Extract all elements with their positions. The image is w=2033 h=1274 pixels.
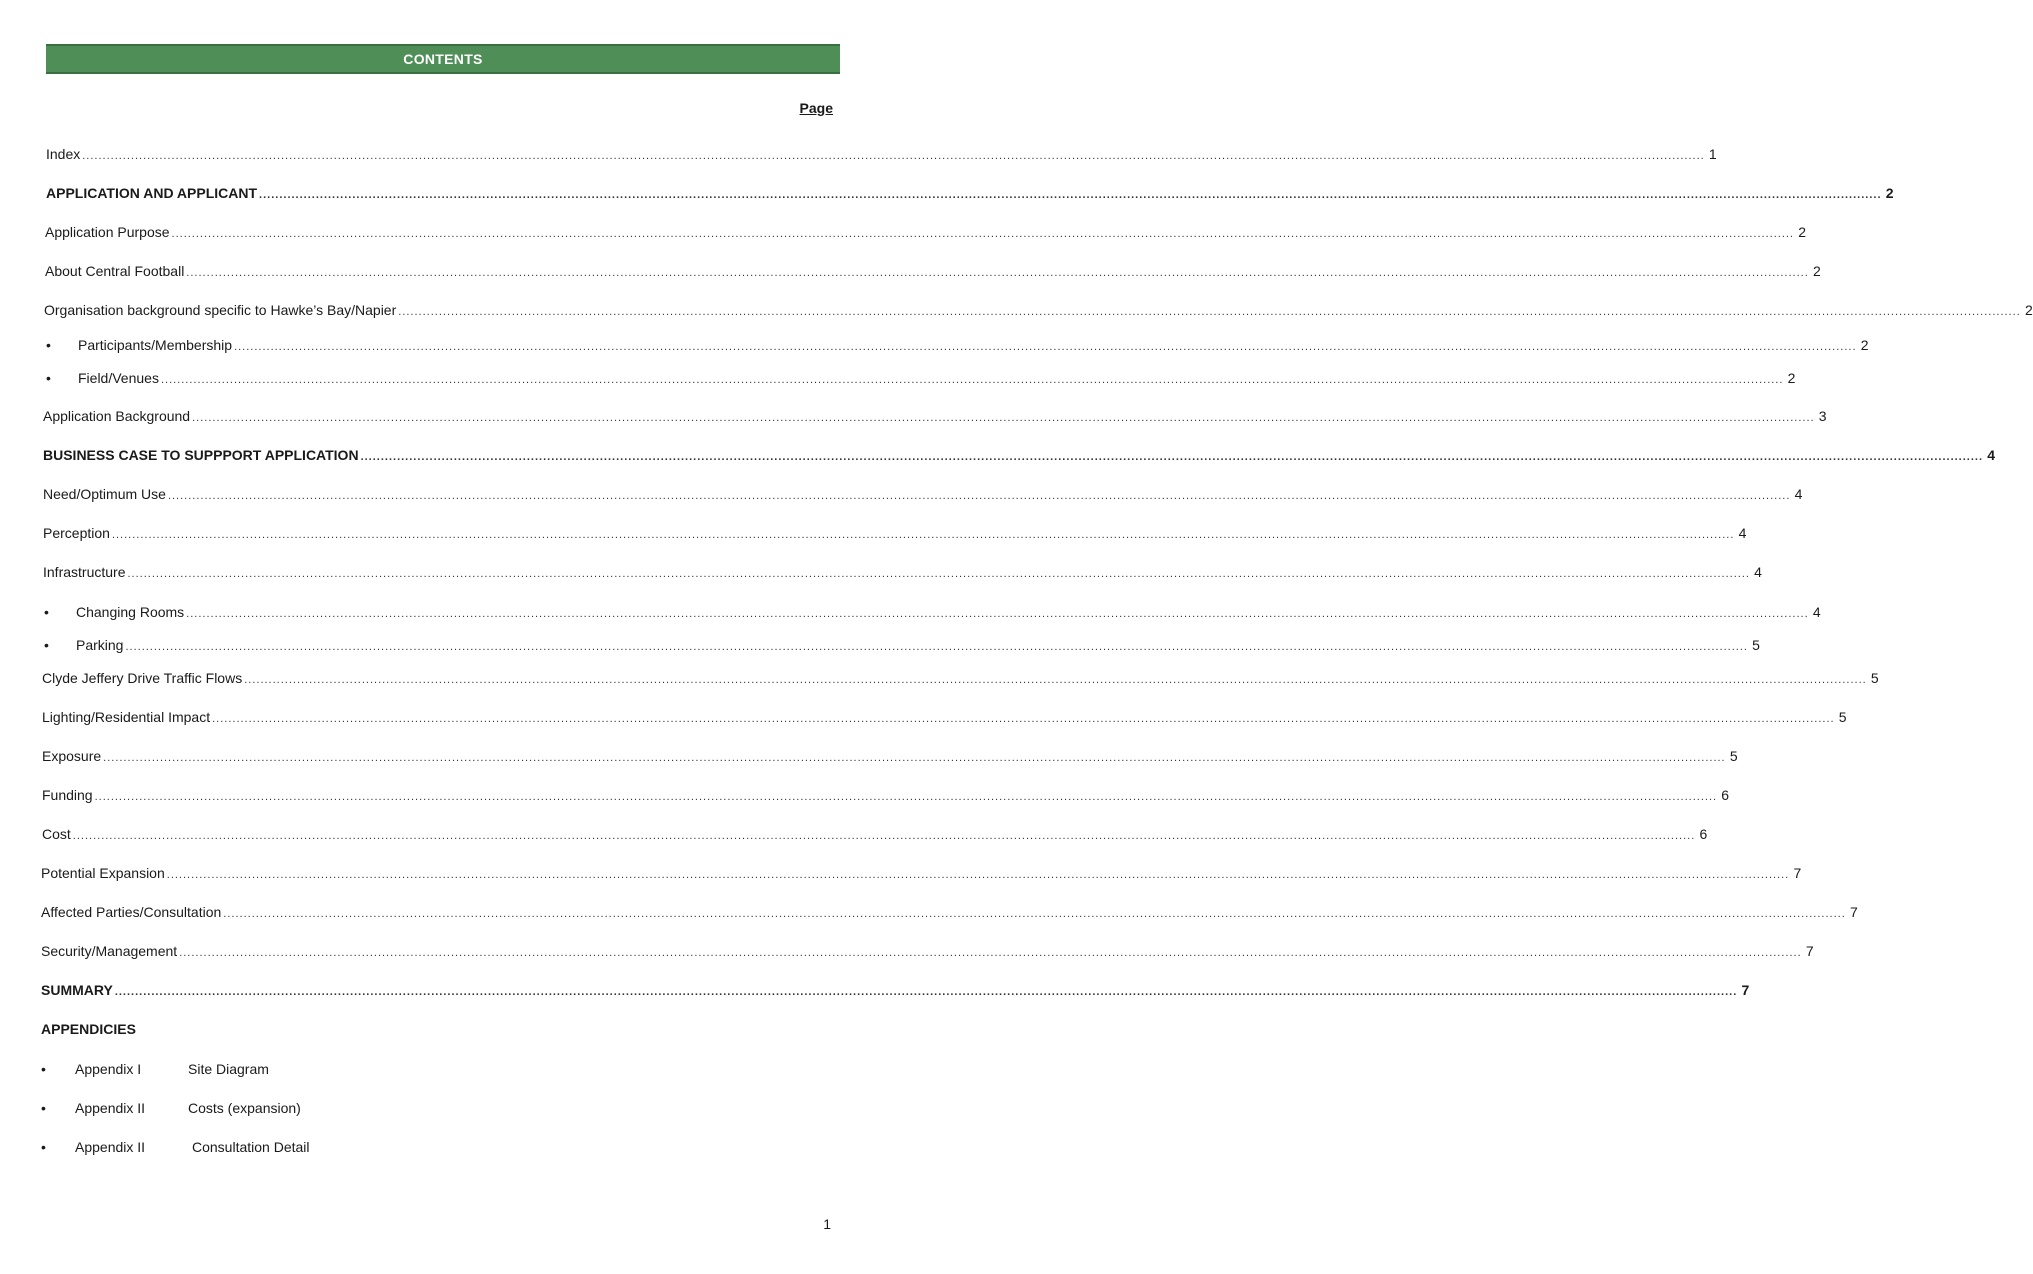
toc-entry-page: 5: [1838, 709, 1847, 725]
toc-entry-label: Organisation background specific to Hawke’s Bay/Napier: [44, 302, 397, 318]
appendix-label: Appendix II: [75, 1100, 146, 1116]
toc-entry[interactable]: [42, 786, 1730, 804]
appendix-title[interactable]: Site Diagram: [188, 1061, 269, 1077]
toc-leader-dots: ................................................................................................................................................................................................................................................................................................................................................................................................................: [82, 150, 1705, 162]
toc-leader-dots: ................................................................................................................................................................................................................................................................................................................................................................................................................: [234, 341, 1857, 353]
toc-entry-label: Exposure: [42, 748, 102, 764]
toc-entry-page: 7: [1805, 943, 1814, 959]
toc-leader-dots: ................................................................................................................................................................................................................................................................................................................................................................................................................: [72, 830, 1696, 842]
toc-leader-dots: ................................................................................................................................................................................................................................................................................................................................................................................................................: [167, 490, 1791, 502]
toc-entry-page: 6: [1721, 787, 1730, 803]
toc-leader-dots: ................................................................................................................................................................................................................................................................................................................................................................................................................: [111, 529, 1735, 541]
toc-entry-label: Cost: [42, 826, 71, 842]
toc-entry-label: Need/Optimum Use: [43, 486, 166, 502]
appendix-title[interactable]: Costs (expansion): [188, 1100, 301, 1116]
toc-entry-label: Parking: [76, 637, 124, 653]
toc-leader-dots: ................................................................................................................................................................................................................................................................................................................................................................................................................: [114, 986, 1738, 998]
toc-leader-dots: ................................................................................................................................................................................................................................................................................................................................................................................................................: [223, 908, 1846, 920]
toc-entry-label: APPLICATION AND APPLICANT: [46, 185, 258, 201]
toc-entry-label: About Central Football: [45, 263, 185, 279]
toc-leader-dots: ................................................................................................................................................................................................................................................................................................................................................................................................................: [212, 713, 1835, 725]
toc-leader-dots: ................................................................................................................................................................................................................................................................................................................................................................................................................: [244, 674, 1867, 686]
bullet-icon: •: [46, 337, 51, 353]
toc-entry-label: Security/Management: [41, 943, 178, 959]
toc-entry-label: SUMMARY: [41, 982, 113, 998]
appendix-label: Appendix II: [75, 1139, 146, 1155]
toc-entry-page: 4: [1987, 447, 1996, 463]
toc-entry-page: 2: [1812, 263, 1821, 279]
toc-leader-dots: ................................................................................................................................................................................................................................................................................................................................................................................................................: [259, 189, 1882, 201]
bullet-icon: •: [44, 637, 49, 653]
toc-leader-dots: ................................................................................................................................................................................................................................................................................................................................................................................................................: [179, 947, 1802, 959]
toc-entry[interactable]: [78, 336, 1869, 354]
toc-entry[interactable]: [42, 708, 1847, 726]
toc-entry[interactable]: [45, 262, 1821, 280]
toc-entry-page: 2: [1885, 185, 1894, 201]
toc-entry[interactable]: [41, 903, 1858, 921]
bullet-icon: •: [41, 1139, 46, 1155]
bullet-icon: •: [44, 604, 49, 620]
toc-leader-dots: ................................................................................................................................................................................................................................................................................................................................................................................................................: [186, 608, 1809, 620]
toc-entry-label: Participants/Membership: [78, 337, 233, 353]
toc-entry-page: 2: [1798, 224, 1806, 240]
toc-entry-page: 1: [1708, 146, 1717, 162]
toc-leader-dots: ................................................................................................................................................................................................................................................................................................................................................................................................................: [398, 306, 2021, 318]
toc-entry[interactable]: [46, 145, 1717, 163]
toc-entry-page: 7: [1849, 904, 1858, 920]
toc-entry-label: Potential Expansion: [41, 865, 165, 881]
toc-entry-page: 4: [1794, 486, 1803, 502]
toc-leader-dots: ................................................................................................................................................................................................................................................................................................................................................................................................................: [125, 641, 1748, 653]
toc-entry-label: Clyde Jeffery Drive Traffic Flows: [42, 670, 243, 686]
toc-leader-dots: ................................................................................................................................................................................................................................................................................................................................................................................................................: [160, 374, 1784, 386]
toc-entry-label: Application Purpose: [45, 224, 170, 240]
toc-entry-page: 6: [1699, 826, 1708, 842]
toc-entry-page: 2: [2024, 302, 2033, 318]
toc-entry-label: Field/Venues: [78, 370, 159, 386]
toc-entry-page: 5: [1870, 670, 1879, 686]
toc-entry[interactable]: [76, 636, 1760, 654]
toc-entry-label: Funding: [42, 787, 93, 803]
toc-entry[interactable]: [41, 942, 1814, 960]
toc-entry[interactable]: [45, 223, 1806, 241]
toc-entry-page: 5: [1752, 637, 1760, 653]
toc-leader-dots: ................................................................................................................................................................................................................................................................................................................................................................................................................: [171, 228, 1794, 240]
toc-entry-label: Perception: [43, 525, 110, 541]
appendix-label: Appendix I: [75, 1061, 142, 1077]
toc-entry[interactable]: [43, 524, 1747, 542]
page-column-heading: Page: [799, 100, 833, 116]
toc-entry[interactable]: [43, 446, 1996, 464]
toc-entry-label: Index: [46, 146, 81, 162]
toc-leader-dots: ................................................................................................................................................................................................................................................................................................................................................................................................................: [127, 568, 1750, 580]
appendices-heading: APPENDICIES: [41, 1021, 136, 1037]
toc-leader-dots: ................................................................................................................................................................................................................................................................................................................................................................................................................: [186, 267, 1809, 279]
toc-entry[interactable]: [42, 825, 1708, 843]
toc-entry[interactable]: [43, 485, 1803, 503]
bullet-icon: •: [41, 1100, 46, 1116]
toc-entry[interactable]: [43, 563, 1762, 581]
toc-entry-page: 4: [1738, 525, 1747, 541]
toc-entry-page: 3: [1818, 408, 1827, 424]
bullet-icon: •: [41, 1061, 46, 1077]
toc-leader-dots: ................................................................................................................................................................................................................................................................................................................................................................................................................: [166, 869, 1790, 881]
toc-entry-label: Application Background: [43, 408, 191, 424]
toc-entry-label: Affected Parties/Consultation: [41, 904, 222, 920]
page-number: 1: [823, 1216, 831, 1232]
toc-leader-dots: ................................................................................................................................................................................................................................................................................................................................................................................................................: [360, 451, 1984, 463]
bullet-icon: •: [46, 370, 51, 386]
appendix-title[interactable]: Consultation Detail: [192, 1139, 310, 1155]
toc-entry-page: 2: [1787, 370, 1796, 386]
toc-entry[interactable]: [44, 301, 2033, 319]
toc-entry[interactable]: [42, 669, 1879, 687]
toc-entry-label: Changing Rooms: [76, 604, 185, 620]
toc-entry-label: Lighting/Residential Impact: [42, 709, 211, 725]
toc-entry-page: 4: [1812, 604, 1821, 620]
toc-entry-page: 7: [1741, 982, 1750, 998]
contents-banner: [46, 44, 840, 74]
toc-entry[interactable]: [41, 981, 1750, 999]
toc-entry[interactable]: [46, 184, 1894, 202]
toc-entry[interactable]: [42, 747, 1738, 765]
toc-entry[interactable]: [78, 369, 1796, 387]
toc-entry[interactable]: [41, 864, 1802, 882]
contents-title: CONTENTS: [403, 51, 483, 67]
toc-entry-page: 4: [1754, 564, 1762, 580]
toc-entry[interactable]: [76, 603, 1821, 621]
toc-entry-label: BUSINESS CASE TO SUPPPORT APPLICATION: [43, 447, 359, 463]
toc-leader-dots: ................................................................................................................................................................................................................................................................................................................................................................................................................: [94, 791, 1718, 803]
toc-leader-dots: ................................................................................................................................................................................................................................................................................................................................................................................................................: [103, 752, 1726, 764]
toc-entry-page: 5: [1729, 748, 1738, 764]
toc-leader-dots: ................................................................................................................................................................................................................................................................................................................................................................................................................: [192, 412, 1815, 424]
toc-entry-page: 7: [1793, 865, 1802, 881]
toc-entry[interactable]: [43, 407, 1827, 425]
toc-entry-page: 2: [1860, 337, 1869, 353]
toc-entry-label: Infrastructure: [43, 564, 126, 580]
